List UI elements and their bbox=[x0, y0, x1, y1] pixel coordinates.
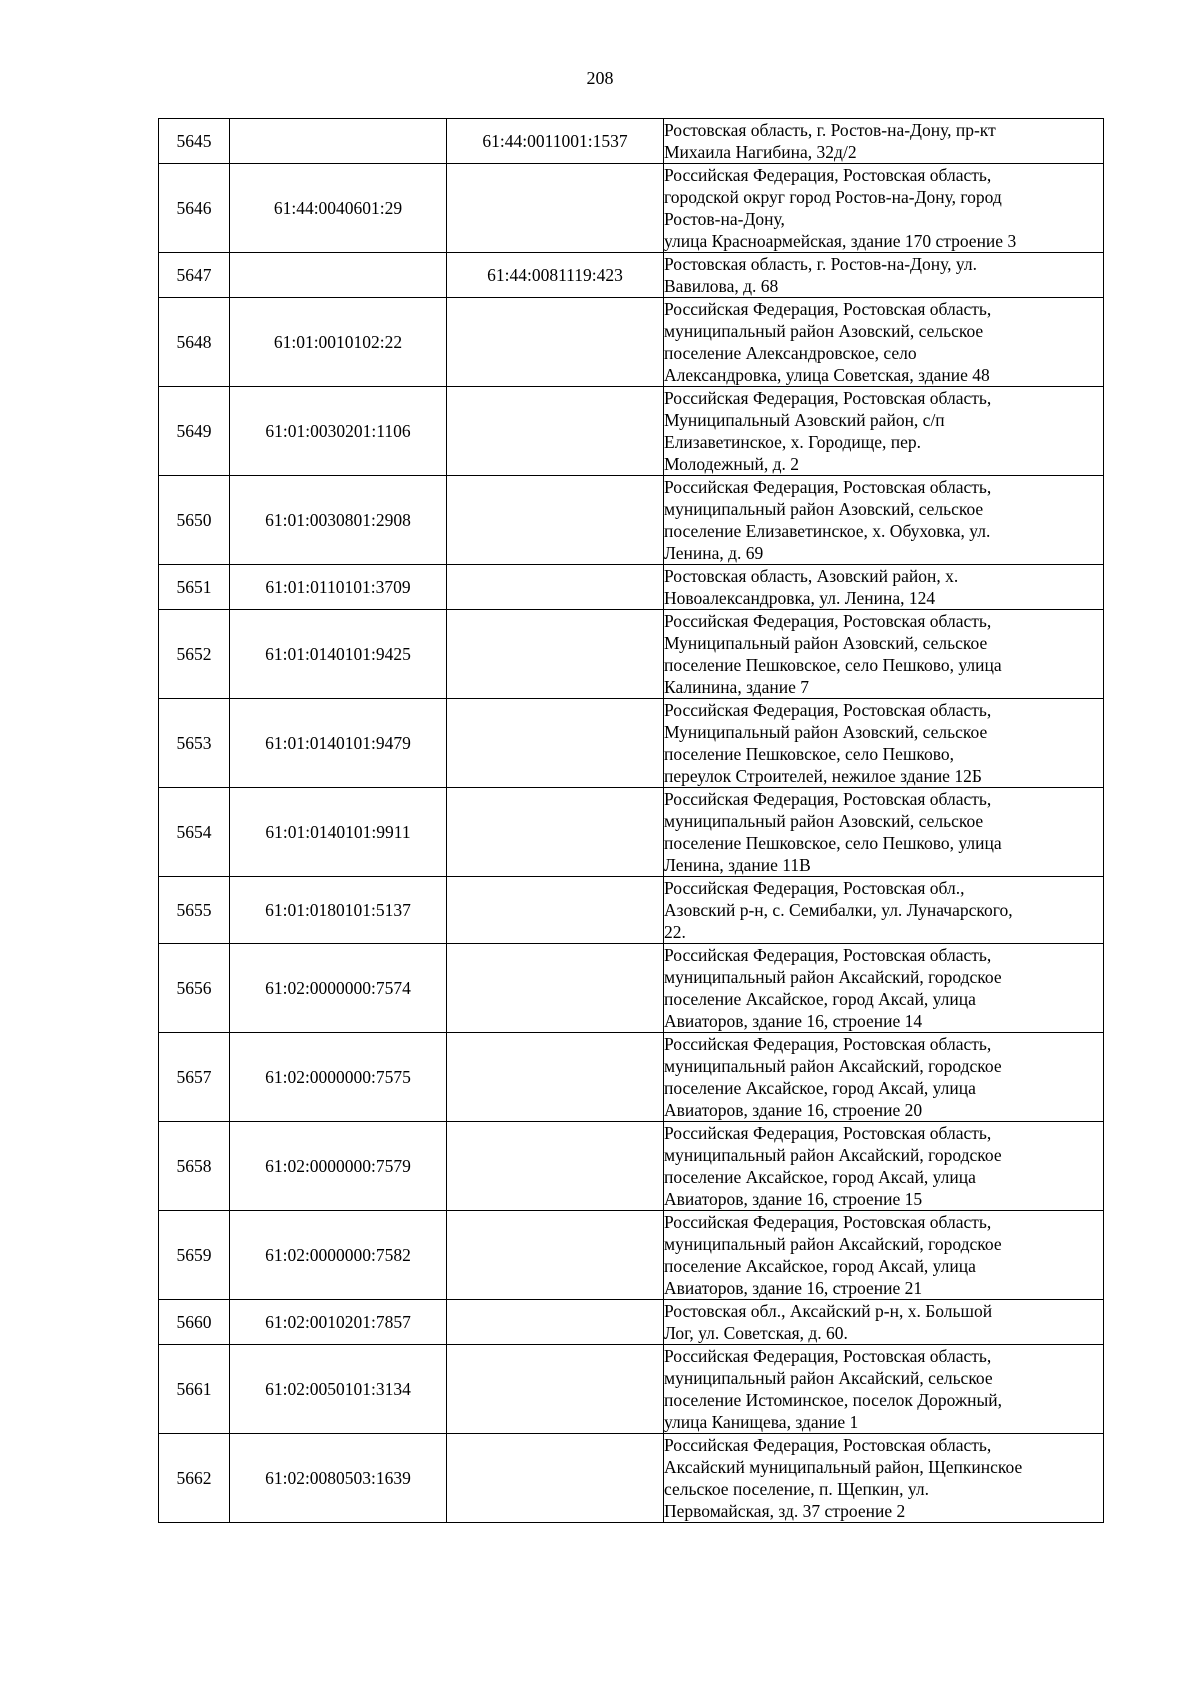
address-cell: Российская Федерация, Ростовская область, Аксайский муниципальный район, Щепкинское сельское поселение, п. Щепкин, ул. Первомайская, зд. 37 строение 2 bbox=[664, 1434, 1104, 1523]
cadastral-number-cell: 61:01:0030201:1106 bbox=[230, 387, 447, 476]
table-row bbox=[159, 1345, 1104, 1434]
table-row bbox=[159, 1300, 1104, 1345]
table-row bbox=[159, 1211, 1104, 1300]
row-number-cell: 5648 bbox=[159, 298, 230, 387]
address-cell: Российская Федерация, Ростовская область, муниципальный район Азовский, сельское поселение Пешковское, село Пешково, улица Ленина, здание 11В bbox=[664, 788, 1104, 877]
row-number-cell: 5645 bbox=[159, 119, 230, 164]
row-number-cell: 5659 bbox=[159, 1211, 230, 1300]
cadastral-number-alt-cell bbox=[447, 298, 664, 387]
address-cell: Ростовская область, Азовский район, х. Новоалександровка, ул. Ленина, 124 bbox=[664, 565, 1104, 610]
cadastral-number-cell: 61:02:0080503:1639 bbox=[230, 1434, 447, 1523]
table-row bbox=[159, 699, 1104, 788]
cadastral-number-alt-cell bbox=[447, 788, 664, 877]
row-number-cell: 5646 bbox=[159, 164, 230, 253]
cadastral-number-cell: 61:01:0010102:22 bbox=[230, 298, 447, 387]
cadastral-number-alt-cell: 61:44:0011001:1537 bbox=[447, 119, 664, 164]
address-cell: Российская Федерация, Ростовская область, муниципальный район Азовский, сельское поселение Елизаветинское, х. Обуховка, ул. Ленина, д. 69 bbox=[664, 476, 1104, 565]
row-number-cell: 5651 bbox=[159, 565, 230, 610]
table-row bbox=[159, 119, 1104, 164]
table-row bbox=[159, 610, 1104, 699]
cadastral-number-cell: 61:02:0000000:7579 bbox=[230, 1122, 447, 1211]
address-cell: Российская Федерация, Ростовская область, муниципальный район Аксайский, городское поселение Аксайское, город Аксай, улица Авиаторов, здание 16, строение 21 bbox=[664, 1211, 1104, 1300]
address-cell: Ростовская область, г. Ростов-на-Дону, пр-кт Михаила Нагибина, 32д/2 bbox=[664, 119, 1104, 164]
cadastral-number-alt-cell bbox=[447, 164, 664, 253]
table-row bbox=[159, 1122, 1104, 1211]
cadastral-number-cell: 61:01:0110101:3709 bbox=[230, 565, 447, 610]
table-row bbox=[159, 944, 1104, 1033]
row-number-cell: 5661 bbox=[159, 1345, 230, 1434]
table-row bbox=[159, 877, 1104, 944]
table-row bbox=[159, 298, 1104, 387]
row-number-cell: 5647 bbox=[159, 253, 230, 298]
cadastral-number-cell: 61:01:0140101:9425 bbox=[230, 610, 447, 699]
cadastral-number-alt-cell bbox=[447, 1122, 664, 1211]
cadastral-number-cell: 61:01:0140101:9479 bbox=[230, 699, 447, 788]
address-cell: Российская Федерация, Ростовская область, муниципальный район Азовский, сельское поселение Александровское, село Александровка, улица Советская, здание 48 bbox=[664, 298, 1104, 387]
address-cell: Российская Федерация, Ростовская область, муниципальный район Аксайский, городское поселение Аксайское, город Аксай, улица Авиаторов, здание 16, строение 14 bbox=[664, 944, 1104, 1033]
address-cell: Российская Федерация, Ростовская область, Муниципальный район Азовский, сельское поселение Пешковское, село Пешково, улица Калинина, здание 7 bbox=[664, 610, 1104, 699]
address-cell: Российская Федерация, Ростовская обл., Азовский р-н, с. Семибалки, ул. Луначарского, 22. bbox=[664, 877, 1104, 944]
cadastral-number-alt-cell bbox=[447, 1300, 664, 1345]
row-number-cell: 5657 bbox=[159, 1033, 230, 1122]
row-number-cell: 5653 bbox=[159, 699, 230, 788]
table-row bbox=[159, 788, 1104, 877]
address-cell: Ростовская область, г. Ростов-на-Дону, ул. Вавилова, д. 68 bbox=[664, 253, 1104, 298]
table-row bbox=[159, 253, 1104, 298]
cadastral-number-alt-cell bbox=[447, 1211, 664, 1300]
cadastral-number-alt-cell bbox=[447, 944, 664, 1033]
cadastral-number-alt-cell bbox=[447, 1434, 664, 1523]
address-cell: Российская Федерация, Ростовская область, городской округ город Ростов-на-Дону, город Ростов-на-Дону, улица Красноармейская, здание 170 строение 3 bbox=[664, 164, 1104, 253]
address-cell: Ростовская обл., Аксайский р-н, х. Большой Лог, ул. Советская, д. 60. bbox=[664, 1300, 1104, 1345]
cadastral-number-alt-cell bbox=[447, 610, 664, 699]
cadastral-number-cell bbox=[230, 119, 447, 164]
cadastral-number-alt-cell: 61:44:0081119:423 bbox=[447, 253, 664, 298]
cadastral-number-cell: 61:01:0180101:5137 bbox=[230, 877, 447, 944]
address-cell: Российская Федерация, Ростовская область, муниципальный район Аксайский, городское поселение Аксайское, город Аксай, улица Авиаторов, здание 16, строение 15 bbox=[664, 1122, 1104, 1211]
row-number-cell: 5656 bbox=[159, 944, 230, 1033]
table-row bbox=[159, 565, 1104, 610]
table-row bbox=[159, 1434, 1104, 1523]
cadastral-number-alt-cell bbox=[447, 476, 664, 565]
cadastral-number-alt-cell bbox=[447, 699, 664, 788]
address-cell: Российская Федерация, Ростовская область, Муниципальный район Азовский, сельское поселение Пешковское, село Пешково, переулок Строителей, нежилое здание 12Б bbox=[664, 699, 1104, 788]
page-number: 208 bbox=[586, 68, 614, 88]
row-number-cell: 5655 bbox=[159, 877, 230, 944]
cadastral-number-cell: 61:02:0000000:7574 bbox=[230, 944, 447, 1033]
registry-table-body bbox=[159, 119, 1104, 1523]
row-number-cell: 5662 bbox=[159, 1434, 230, 1523]
table-row bbox=[159, 164, 1104, 253]
address-cell: Российская Федерация, Ростовская область, Муниципальный Азовский район, с/п Елизаветинское, х. Городище, пер. Молодежный, д. 2 bbox=[664, 387, 1104, 476]
row-number-cell: 5658 bbox=[159, 1122, 230, 1211]
row-number-cell: 5652 bbox=[159, 610, 230, 699]
table-row bbox=[159, 387, 1104, 476]
cadastral-number-cell: 61:01:0140101:9911 bbox=[230, 788, 447, 877]
row-number-cell: 5654 bbox=[159, 788, 230, 877]
cadastral-number-cell: 61:02:0000000:7575 bbox=[230, 1033, 447, 1122]
table-row bbox=[159, 476, 1104, 565]
table-row bbox=[159, 1033, 1104, 1122]
address-cell: Российская Федерация, Ростовская область, муниципальный район Аксайский, городское поселение Аксайское, город Аксай, улица Авиаторов, здание 16, строение 20 bbox=[664, 1033, 1104, 1122]
row-number-cell: 5660 bbox=[159, 1300, 230, 1345]
cadastral-number-cell: 61:02:0010201:7857 bbox=[230, 1300, 447, 1345]
cadastral-number-cell: 61:02:0050101:3134 bbox=[230, 1345, 447, 1434]
address-cell: Российская Федерация, Ростовская область, муниципальный район Аксайский, сельское поселение Истоминское, поселок Дорожный, улица Канищева, здание 1 bbox=[664, 1345, 1104, 1434]
cadastral-number-alt-cell bbox=[447, 1033, 664, 1122]
row-number-cell: 5649 bbox=[159, 387, 230, 476]
cadastral-number-cell: 61:44:0040601:29 bbox=[230, 164, 447, 253]
cadastral-number-alt-cell bbox=[447, 877, 664, 944]
cadastral-number-alt-cell bbox=[447, 565, 664, 610]
cadastral-number-alt-cell bbox=[447, 1345, 664, 1434]
cadastral-number-cell: 61:02:0000000:7582 bbox=[230, 1211, 447, 1300]
cadastral-number-alt-cell bbox=[447, 387, 664, 476]
cadastral-number-cell bbox=[230, 253, 447, 298]
row-number-cell: 5650 bbox=[159, 476, 230, 565]
registry-table bbox=[158, 118, 1104, 1523]
cadastral-number-cell: 61:01:0030801:2908 bbox=[230, 476, 447, 565]
